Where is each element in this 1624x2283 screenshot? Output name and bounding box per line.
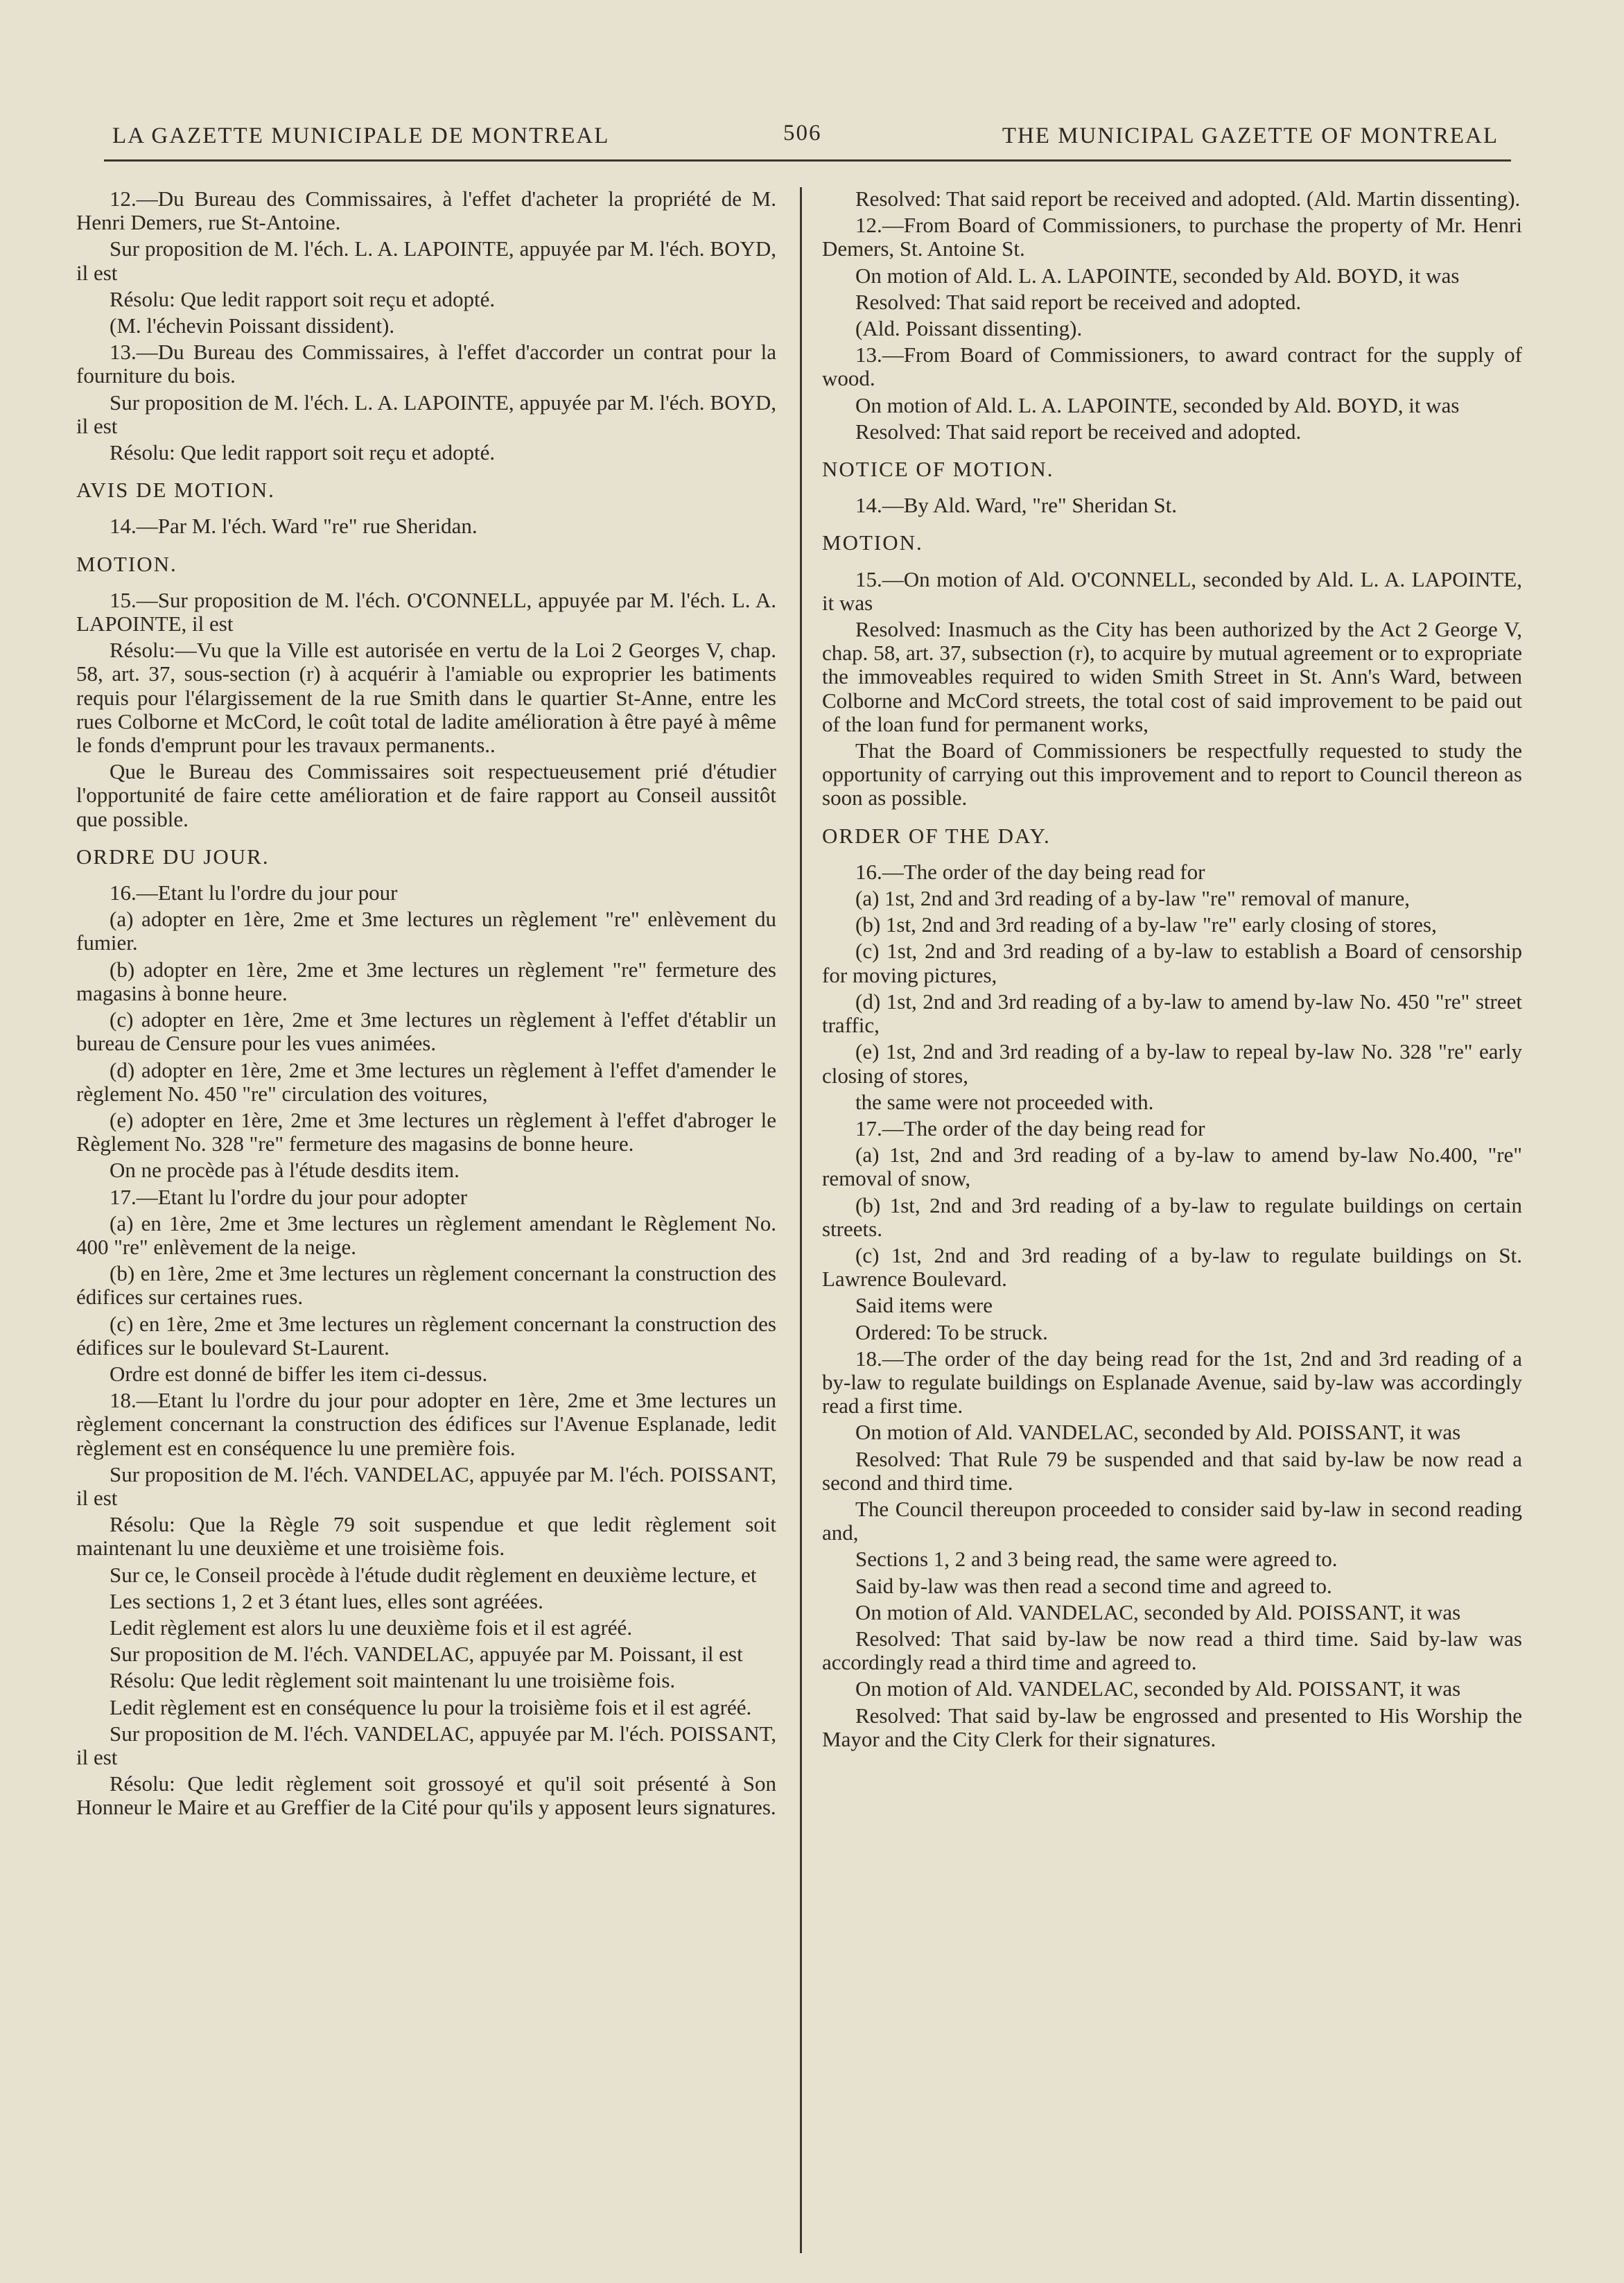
page-number: 506 [783,121,822,146]
paragraph: Said items were [855,1293,993,1318]
paragraph: (M. l'échevin Poissant dissident). [110,313,395,338]
paragraph: Résolu: Que ledit rapport soit reçu et adopté. [110,440,496,465]
paragraph: Sur proposition de M. l'éch. L. A. LAPOINTE, appuyée par M. l'éch. BOYD, il est [76,236,776,285]
paragraph: Que le Bureau des Commissaires soit respectueusement prié d'étudier l'opportunité de faire cette amélioration et de faire rapport au Conseil aussitôt que possible. [76,759,776,831]
paragraph: Résolu:—Vu que la Ville est autorisée en vertu de la Loi 2 Georges V, chap. 58, art. 37, sous-section (r) à acquérir à l'amiable ou exproprier les batiments requis pour l'élargissement de la rue Smith dans le quartier St-Anne, entre les rues Colborne et McCord, le coût total de ladite amélioration à être payé à même le fonds d'emprunt pour les travaux permanents.. [76,638,776,758]
page-header [104,123,1511,158]
paragraph: 17.—Etant lu l'ordre du jour pour adopter [110,1184,468,1209]
paragraph: 12.—From Board of Commissioners, to purchase the property of Mr. Henri Demers, St. Antoine St. [822,213,1522,261]
paragraph: On motion of Ald. VANDELAC, seconded by Ald. POISSANT, it was [855,1599,1461,1624]
section-heading: ORDRE DU JOUR. [76,844,270,869]
paragraph: Sur proposition de M. l'éch. VANDELAC, appuyée par M. Poissant, il est [110,1642,743,1667]
paragraph: 16.—The order of the day being read for [855,859,1205,884]
header-rule [104,159,1511,162]
paragraph: 14.—By Ald. Ward, "re" Sheridan St. [855,493,1177,518]
paragraph: On motion of Ald. VANDELAC, seconded by Ald. POISSANT, it was [855,1676,1461,1701]
paragraph: (b) 1st, 2nd and 3rd reading of a by-law "re" early closing of stores, [855,912,1437,937]
paragraph: (d) adopter en 1ère, 2me et 3me lectures un règlement à l'effet d'amender le règlement No. 450 "re" circulation des voitures, [76,1057,776,1106]
paragraph: (d) 1st, 2nd and 3rd reading of a by-law to amend by-law No. 450 "re" street traffic, [822,989,1522,1038]
paragraph: (b) adopter en 1ère, 2me et 3me lectures un règlement "re" fermeture des magasins à bonne heure. [76,957,776,1005]
paragraph: On motion of Ald. L. A. LAPOINTE, seconded by Ald. BOYD, it was [855,392,1460,417]
english-column [822,187,1522,1754]
paragraph: (e) 1st, 2nd and 3rd reading of a by-law to repeal by-law No. 328 "re" early closing of stores, [822,1039,1522,1088]
paragraph: 16.—Etant lu l'ordre du jour pour [110,880,398,905]
paragraph: Résolu: Que ledit règlement soit grossoyé et qu'il soit présenté à Son Honneur le Maire et au Greffier de la Cité pour qu'ils y apposent leurs signatures. [76,1771,776,1820]
paragraph: (a) en 1ère, 2me et 3me lectures un règlement amendant le Règlement No. 400 "re" enlèvement de la neige. [76,1210,776,1259]
paragraph: Said by-law was then read a second time and agreed to. [855,1573,1332,1598]
paragraph: (c) en 1ère, 2me et 3me lectures un règlement concernant la construction des édifices sur le boulevard St-Laurent. [76,1311,776,1360]
paragraph: 12.—Du Bureau des Commissaires, à l'effet d'acheter la propriété de M. Henri Demers, rue St-Antoine. [76,186,776,235]
paragraph: Résolu: Que la Règle 79 soit suspendue et que ledit règlement soit maintenant lu une deuxième et une troisième fois. [76,1512,776,1561]
paragraph: Ledit règlement est en conséquence lu pour la troisième fois et il est agréé. [110,1694,752,1719]
paragraph: On motion of Ald. VANDELAC, seconded by Ald. POISSANT, it was [855,1420,1461,1445]
paragraph: 18.—Etant lu l'ordre du jour pour adopter en 1ère, 2me et 3me lectures un règlement concernant la construction des édifices sur l'Avenue Esplanade, ledit règlement est en conséquence lu une première fois. [76,1388,776,1460]
paragraph: (a) 1st, 2nd and 3rd reading of a by-law "re" removal of manure, [855,886,1411,911]
section-heading: MOTION. [822,530,923,555]
paragraph: (c) 1st, 2nd and 3rd reading of a by-law to establish a Board of censorship for moving pictures, [822,939,1522,987]
paragraph: Resolved: That said report be received and adopted. [855,289,1302,314]
section-heading: ORDER OF THE DAY. [822,823,1051,848]
paragraph: (e) adopter en 1ère, 2me et 3me lectures un règlement à l'effet d'abroger le Règlement No. 328 "re" fermeture des magasins de bonne heure. [76,1107,776,1156]
paragraph: 13.—Du Bureau des Commissaires, à l'effet d'accorder un contrat pour la fourniture du bois. [76,340,776,388]
column-divider [800,187,802,2253]
paragraph: Sur ce, le Conseil procède à l'étude dudit règlement en deuxième lecture, et [110,1562,757,1587]
paragraph: the same were not proceeded with. [855,1089,1154,1114]
paragraph: Resolved: Inasmuch as the City has been authorized by the Act 2 George V, chap. 58, art. 37, subsection (r), to acquire by mutual agreement or to expropriate the immoveables required to widen Smith Street in St. Ann's Ward, between Colborne and McCord streets, the total cost of said improvement to be paid out of the loan fund for permanent works, [822,617,1522,736]
paragraph: The Council thereupon proceeded to consider said by-law in second reading and, [822,1496,1522,1545]
header-title-en: THE MUNICIPAL GAZETTE OF MONTREAL [1002,123,1499,148]
paragraph: 18.—The order of the day being read for the 1st, 2nd and 3rd reading of a by-law to regulate buildings on Esplanade Avenue, said by-law was accordingly read a first time. [822,1346,1522,1418]
paragraph: Résolu: Que ledit rapport soit reçu et adopté. [110,286,496,311]
paragraph: Resolved: That said by-law be engrossed and presented to His Worship the Mayor and the City Clerk for their signatures. [822,1703,1522,1751]
section-heading: AVIS DE MOTION. [76,478,275,503]
paragraph: (c) 1st, 2nd and 3rd reading of a by-law to regulate buildings on St. Lawrence Boulevard. [822,1242,1522,1292]
paragraph: Resolved: That said report be received and adopted. [855,419,1302,444]
paragraph: 17.—The order of the day being read for [855,1116,1205,1140]
paragraph: (b) en 1ère, 2me et 3me lectures un règlement concernant la construction des édifices sur certaines rues. [76,1261,776,1310]
paragraph: Ordered: To be struck. [855,1319,1048,1344]
paragraph: Ledit règlement est alors lu une deuxième fois et il est agréé. [110,1615,633,1640]
paragraph: Les sections 1, 2 et 3 étant lues, elles sont agréées. [110,1588,543,1613]
paragraph: 15.—Sur proposition de M. l'éch. O'CONNELL, appuyée par M. l'éch. L. A. LAPOINTE, il est [76,587,776,636]
paragraph: On ne procède pas à l'étude desdits item. [110,1158,460,1183]
paragraph: Résolu: Que ledit règlement soit maintenant lu une troisième fois. [110,1668,676,1693]
paragraph: Resolved: That said by-law be now read a third time. Said by-law was accordingly read a third time and agreed to. [822,1626,1522,1675]
paragraph: (c) adopter en 1ère, 2me et 3me lectures un règlement à l'effet d'établir un bureau de Censure pour les vues animées. [76,1007,776,1056]
paragraph: (a) 1st, 2nd and 3rd reading of a by-law to amend by-law No.400, "re" removal of snow, [822,1143,1522,1191]
paragraph: Sur proposition de M. l'éch. L. A. LAPOINTE, appuyée par M. l'éch. BOYD, il est [76,390,776,438]
paragraph: Sur proposition de M. l'éch. VANDELAC, appuyée par M. l'éch. POISSANT, il est [76,1461,776,1510]
section-heading: MOTION. [76,551,177,576]
paragraph: (b) 1st, 2nd and 3rd reading of a by-law to regulate buildings on certain streets. [822,1192,1522,1241]
paragraph: On motion of Ald. L. A. LAPOINTE, seconded by Ald. BOYD, it was [855,263,1460,288]
paragraph: Resolved: That said report be received and adopted. (Ald. Martin dissenting). [855,186,1521,211]
french-column [76,187,776,1823]
section-heading: NOTICE OF MOTION. [822,457,1054,482]
paragraph: Resolved: That Rule 79 be suspended and that said by-law be now read a second and third time. [822,1446,1522,1495]
header-title-fr: LA GAZETTE MUNICIPALE DE MONTREAL [112,123,610,148]
paragraph: 14.—Par M. l'éch. Ward "re" rue Sheridan. [110,514,478,539]
paragraph: 13.—From Board of Commissioners, to award contract for the supply of wood. [822,342,1522,391]
paragraph: Sections 1, 2 and 3 being read, the same were agreed to. [855,1547,1338,1572]
paragraph: Sur proposition de M. l'éch. VANDELAC, appuyée par M. l'éch. POISSANT, il est [76,1721,776,1769]
paragraph: 15.—On motion of Ald. O'CONNELL, seconded by Ald. L. A. LAPOINTE, it was [822,566,1522,615]
paragraph: Ordre est donné de biffer les item ci-dessus. [110,1361,488,1386]
paragraph: That the Board of Commissioners be respectfully requested to study the opportunity of carrying out this improvement and to report to Council thereon as soon as possible. [822,738,1522,810]
paragraph: (Ald. Poissant dissenting). [855,316,1083,341]
paragraph: (a) adopter en 1ère, 2me et 3me lectures un règlement "re" enlèvement du fumier. [76,907,776,955]
